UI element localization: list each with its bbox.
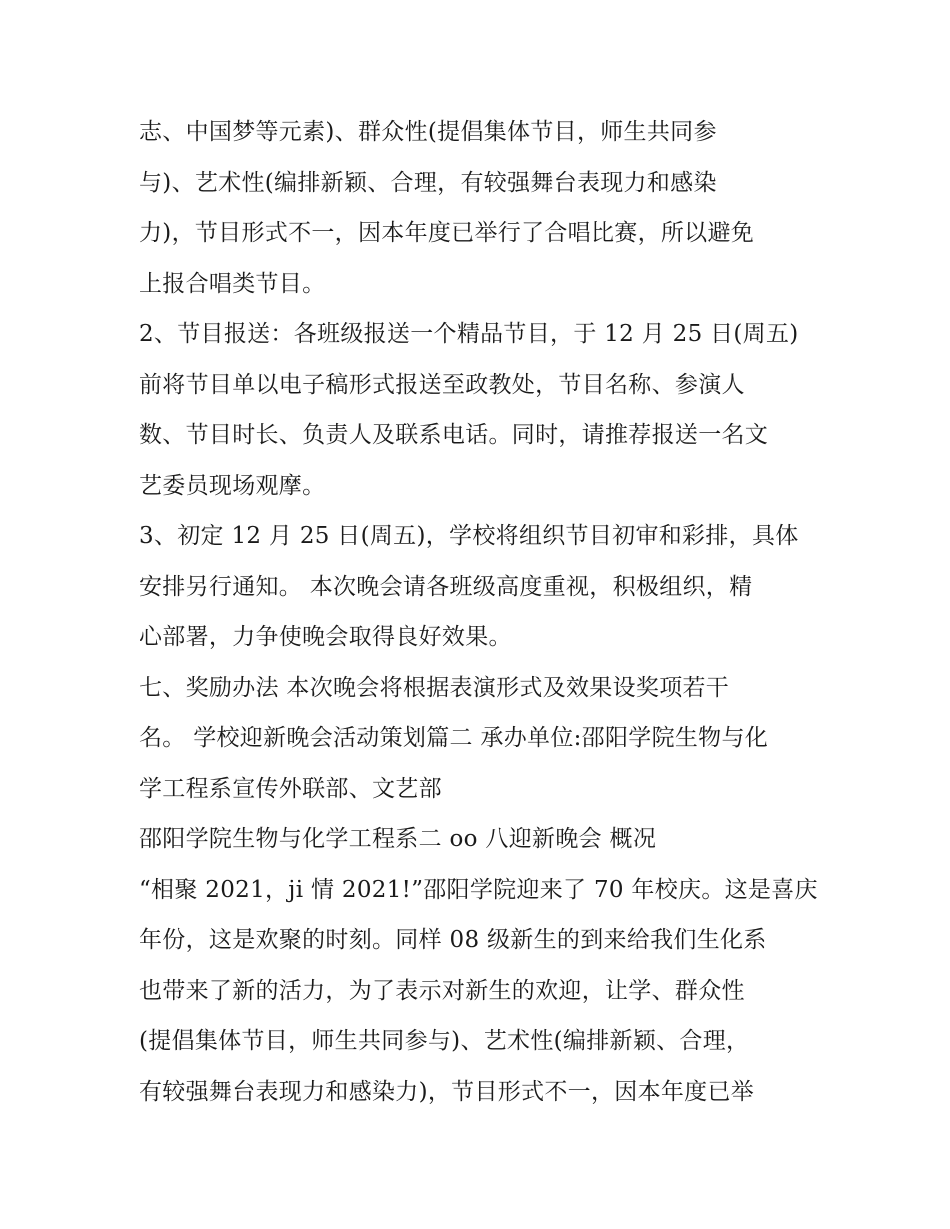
text-line: 艺委员现场观摩。 (139, 472, 326, 499)
text-line: 有较强舞台表现力和感染力)，节目形式不一，因本年度已举 (139, 1078, 755, 1105)
text-line: 名。 学校迎新晚会活动策划篇二 承办单位:邵阳学院生物与化 (139, 725, 769, 751)
text-line: 邵阳学院生物与化学工程系二 oo 八迎新晚会 概况 (139, 826, 657, 852)
text-line: 也带来了新的活力，为了表示对新生的欢迎，让学、群众性 (139, 977, 745, 1004)
text-line: (提倡集体节目，师生共同参与)、艺术性(编排新颖、合理， (139, 1028, 750, 1054)
text-line: 前将节目单以电子稿形式报送至政教处，节目名称、参演人 (139, 371, 745, 398)
text-line: 年份，这是欢聚的时刻。同样 08 级新生的到来给我们生化系 (139, 927, 767, 953)
text-line: 与)、艺术性(编排新颖、合理，有较强舞台表现力和感染 (139, 169, 717, 196)
text-line: 力)，节目形式不一，因本年度已举行了合唱比赛，所以避免 (139, 220, 755, 246)
text-line: 心部署，力争使晚会取得良好效果。 (139, 624, 512, 650)
text-line: 志、中国梦等元素)、群众性(提倡集体节目，师生共同参 (139, 119, 717, 145)
text-line: “相聚 2021，ji 情 2021!”邵阳学院迎来了 70 年校庆。这是喜庆 (139, 876, 818, 903)
text-line: 学工程系宣传外联部、文艺部 (139, 775, 442, 802)
text-line: 3、初定 12 月 25 日(周五)，学校将组织节目初审和彩排，具体 (139, 523, 799, 549)
document-body (139, 107, 819, 1117)
text-line: 2、节目报送：各班级报送一个精品节目，于 12 月 25 日(周五) (139, 321, 799, 347)
text-line: 上报合唱类节目。 (139, 270, 326, 297)
text-line: 七、奖励办法 本次晚会将根据表演形式及效果设奖项若干 (139, 674, 730, 701)
text-line: 安排另行通知。 本次晚会请各班级高度重视，积极组织，精 (139, 573, 753, 600)
text-line: 数、节目时长、负责人及联系电话。同时，请推荐报送一名文 (139, 422, 769, 448)
